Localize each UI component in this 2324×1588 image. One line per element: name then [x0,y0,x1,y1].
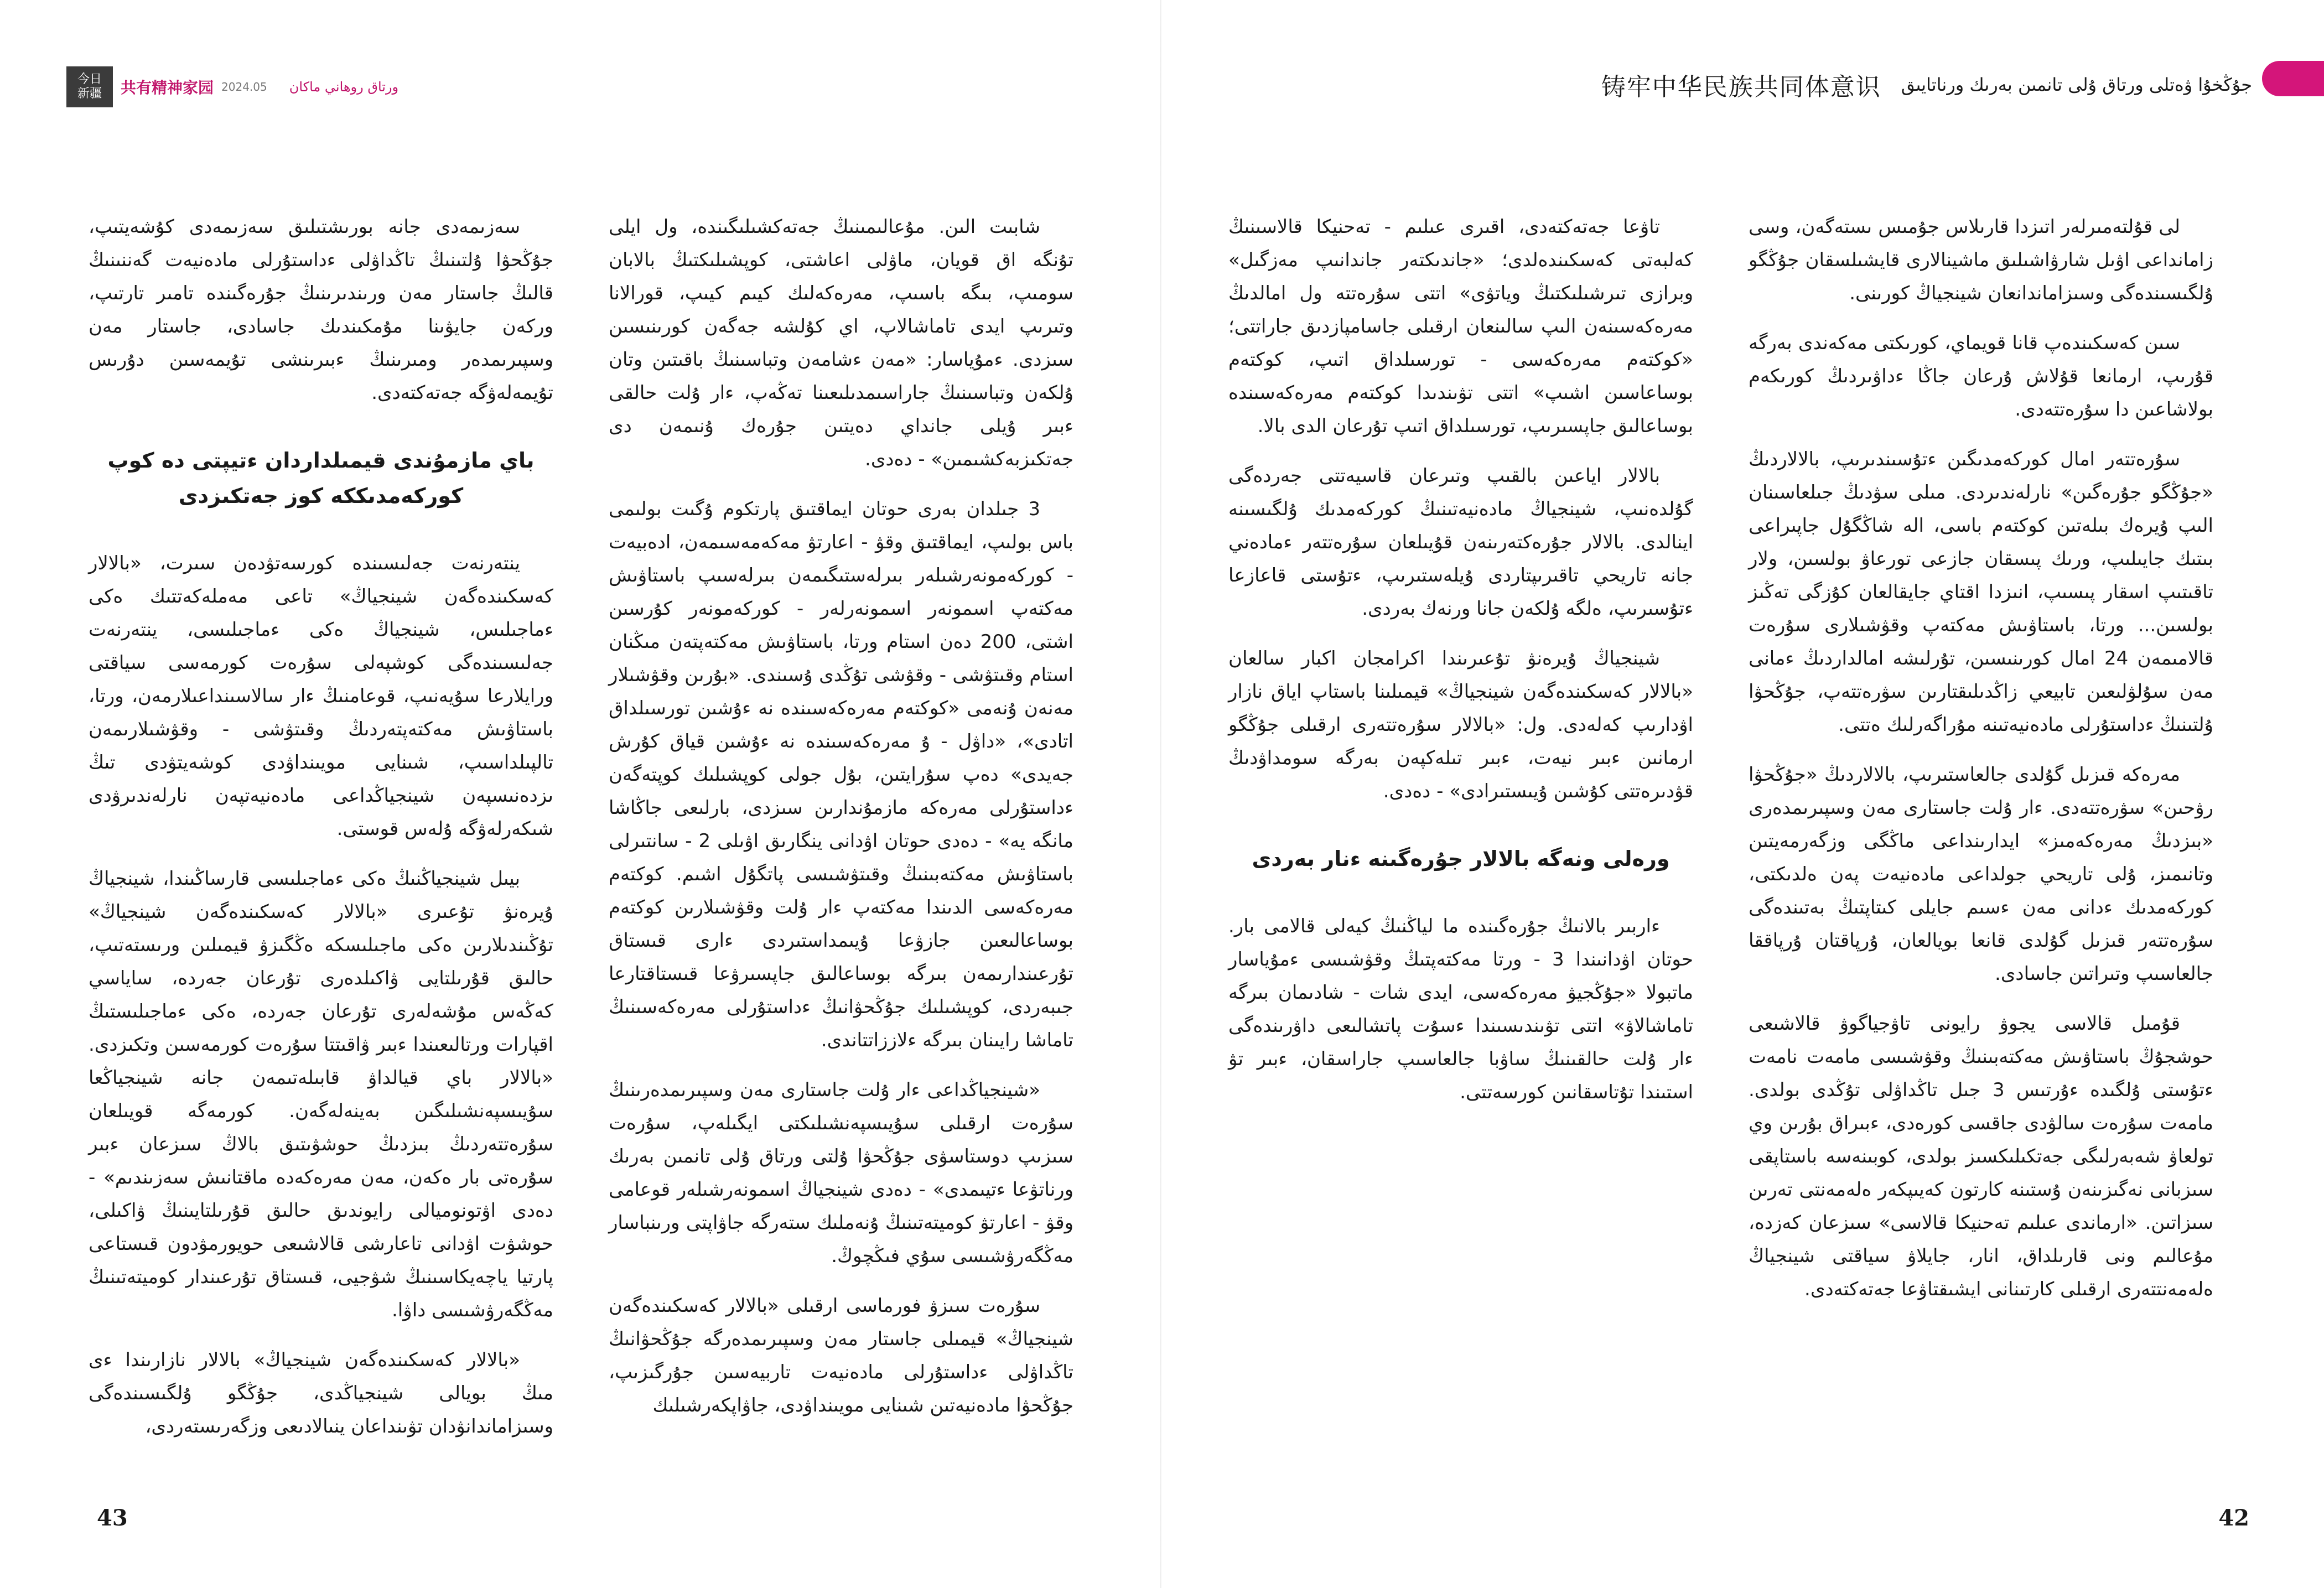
left-page-column-right [609,210,1073,1439]
magazine-section-ug: ورتاق روھاني ماكان [289,79,399,95]
magazine-section-cn: 共有精神家园 [121,79,214,97]
issue-date: 2024.05 [221,80,267,94]
right-page-column-left [1228,210,1693,1125]
paragraph: سۇرەت سىزۋ فورماسى ارقىلى «بالالار كەسكىندەگەن شينجياڭ» قيمىلى جاستار مەن وسپىرىمدەرگە جۇڭحۋانىڭ تاڭداۋلى ءداستۇرلى مادەنيەت تاربيەسىن جۇرگىزىپ، جۇڭحۋا مادەنيەتىن شىنايى مويىنداۋدى، جاۋاپكەرشىلىك [609,1295,1073,1416]
magazine-logo [66,66,113,107]
page-number-right: 42 [2218,1505,2249,1531]
right-page-column-right [1749,210,2213,1322]
section-color-tab [2262,61,2324,96]
paragraph: لى قۇلتەمىرلەر اتىزدا قارىلاس جۇمىس ىستەگەن، وسى زامانداعى اۋىل شارۋاشىلىق ماشينالارى قايشىلسقان جۇڭگو ۇلگىسىندەگى وسىزاماندانعان شينجياڭ كورىنى. [1749,216,2213,304]
paragraph: تاۋعا جەتەكتەدى، اقىرى عىلىم - تەحنيكا قالاسىنىڭ كەلبەتى كەسكىندەلدى؛ «جاندىكتەر جاندانىپ مەزگىل» وبرازى تىرشىلىكتىڭ وياتۋى» اتتى سۇرەتتە ول امالدىڭ مەرەكەسىنەن الىپ سالىنعان ارقىلى جاسامپازدىق جاراتتى؛ «كوكتەم مەرەكەسى - تورسىلداق اتىپ، كوكتەم بوساعاسىن اشىپ» اتتى تۋىندىدا كوكتەم مەرەكەسىندە بوساعالىق جاپسىرىپ، تورسىلداق اتىپ تۇرعان الدى بالا. [1228,216,1693,437]
right-header [1601,65,2252,104]
paragraph: شابىت الىن. مۇعالىمىنىڭ جەتەكشىلىگىندە، ول ايلى تۇنگە اق قويان، ماۋلى اعاشتى، كوپشىلىكتىڭ بالابان سومىپ، بىگە باسىپ، مەرەكەلىك كيىم كيىپ، قورالانا وتىرىپ ايدى تاماشالاپ، اي كۇلشە جەگەن كورىنىسىن سىزدى. ءمۇياسار: «مەن ءشامەن وتباسىنىڭ باقىتىن وتان ۇلكەن وتباسىنىڭ جاراسىمدىلىعىنا تەڭەپ، ءار ۇلت حالقى ءبىر ۇيلى جانداي دەيتىن جۇرەك ۇنىمەن دى جەتكىزبەكشىمىن» - دەدى. [609,216,1073,470]
paragraph: شينجياڭ ۇيرەنۋ تۇعىرىندا اكرامجان اكبار سالعان «بالالار كەسكىندەگەن شينجياڭ» قيمىلىنا باستاپ اياق نازار اۋدارىپ كەلەدى. ول: «بالالار سۇرەتتەرى ارقىلى جۇڭگو ارمانىن ءبىر نيەت، ءبىر تىلەكپەن بەرگە سومداۋدىڭ قۋدىرەتتى كۇشىن ۇيىستىرادى» - دەدى. [1228,647,1693,802]
paragraph: بالالار اياعىن بالقىپ وتىرعان قاسيەتتى جەردەگى گۇلدەنىپ، شينجياڭ مادەنيەتىنىڭ كوركەمدىك ۇلگىسىنە اينالدى. بالالار جۇرەكتەرىنەن قۇيىلعان سۇرەتتەر ءمادەني جانە تاريحي تاقىرىپتاردى ۇيلەستىرىپ، ءتۇستى قاعازعا ءتۇسىرىپ، ەلگە ۇلكەن جانا ورنەك بەردى. [1228,465,1693,620]
section-heading: باي مازمۇندى قيمىلداردان ءتيپتى دە كوپ كوركەمدىككە كوز جەتكىزدى [107,448,535,508]
series-title-ug: جۇڭخۇا ۋەتلى ورتاق ۇلى تانمىن بەرىك ورناتايىق [1901,74,2252,95]
left-header [66,62,398,112]
logo-line2: 新疆 [77,87,102,101]
paragraph: مەرەكە قىزىل گۇلدى جالعاستىرىپ، بالالاردىڭ «جۇڭحۋا رۋحىن» سۋرەتتەدى. ءار ۇلت جاستارى مەن وسپىرىمدەرى «بىزدىڭ مەرەكەمىز» ايدارىنداعى ماڭگى وزگەرمەيتىن وتانىمىز، ۇلى تاريحي جولداعى مادەنيەت پەن ەلدىكتى، كوركەمدىك ءدانى مەن ءسىم جايلى كىتاپتىڭ بەتىندەگى سۇرەتتەر قىزىل گۇلدى قانعا بويالعان، ۇرپاقتان ۇرپاققا جالعاسىپ وتىراتىن جاسادى. [1749,764,2213,985]
paragraph: سەزىمەدى جانە بورىشتىلىق سەزىمەدى كۇشەيتىپ، جۇڭحۋا ۇلتىنىڭ تاڭداۋلى ءداستۇرلى مادەنيەت گەننىنىڭ قالىڭ جاستار مەن ورىندىرىنىڭ جۇرەگىندە تامىر تارتىپ، وركەن جايۋىنا مۇمكىندىك جاسادى، جاستار مەن وسپىرىمدەر ومىرىنىڭ ءبىرىنشى تۇيمەسىن دۇرىس تۇيمەلەۋگە جەتەكتەدى. [89,216,553,404]
section-heading: ورەلى ونەگە بالالار جۇرەگىنە ءنار بەردى [1252,847,1670,871]
paragraph: ينتەرنەت جەلىسىندە كورسەتۋدەن سىرت، «بالالار كەسكىندەگەن شينجياڭ» تاعى مەملەكەتتىك ەكى ءماجىلىس، شينجياڭ ەكى ءماجىلىسى، ينتەرنەت جەلىسىندەگى كوشپەلى سۇرەت كورمەسى سياقتى ورايلارعا سۇيەنىپ، قوعامنىڭ ءار سالاسىنداعىلارمەن، ورتا، باستاۋىش مەكتەپتەردىڭ وقىتۋشى - وقۋشىلارىمەن تالپىلداسىپ، شىنايى مويىنداۋدى كوشەيتۋدى تىڭ ىزدەنىسپەن شينجياڭداعى مادەنيەتپەن نارلەندىرۋدى شىكەرلەۋگە ۇلەس قوستى. [89,552,553,840]
paragraph: سۇرەتتەر امال كوركەمدىگىن ءتۇسىندىرىپ، بالالاردىڭ «جۇڭگو جۇرەگىن» نارلەندىردى. مىلى سۋدىڭ جىلعاسىنان الىپ ۇيرەك بىلەتىن كوكتەم باسى، الە شاڭگۇل جاپىراعى بىتىك جايىلىپ، ورىك پىسقان جازعى تورعاۋ بولسىن، ولار تاقىتىپ اسقار پىسىپ، انىزدا اقتاي جايقالعان كۇزگى تەڭىز بولسىن... ورتا، باستاۋىش مەكتەپ وقۋشىلارى سۇرەت قالامىمەن 24 امال كورىنىسىن، تۇرلىشە امالداردىڭ ءمانى مەن سۇلۋلىعىن تابيعي زاڭدىلىقتارىن سۋرەتتەپ، جۇڭحۋا ۇلتىنىڭ ءداستۇرلى مادەنيەتىنە مۇراگەرلىك ەتتى. [1749,448,2213,736]
series-title-cn: 铸牢中华民族共同体意识 [1601,73,1881,101]
paragraph: 3 جىلدان بەرى حوتان ايماقتىق پارتكوم ۇگىت بولىمى باس بولىپ، ايماقتىق وقۋ - اعارتۋ مەكەمەسىمەن، ادەبيەت - كوركەمونەرشىلەر بىرلەستىگىمەن بىرلەسىپ باستاۋىش مەكتەپ اسمونەر اسمونەرلەر - كوركەمونەر كۇرسىن اشتى، 200 دەن استام ورتا، باستاۋىش مەكتەپتەن مىڭنان استام وقىتۋشى - وقۋشى تۇڭدى ۇسىندى. «بۇرىن وقۋشىلار مەنەن ۇنەمى «كوكتەم مەرەكەسىندە نە ءۇشىن تورسىلداق اتادى»، «داۋل - ۇ مەرەكەسىندە نە ءۇشىن قياق كۇرش جەيدى» دەپ سۇرايتىن، بۇل جولى كوپشىلىك كوپتەگەن ءداستۇرلى مەرەكە مازمۇندارىن سىزدى، بارلىعى جاڭاشا مانگە يە» - دەدى حوتان اۋدانى ينگارىق اۋىلى 2 - سانتىرلى باستاۋىش مەكتەبىنىڭ وقىتۋشىسى پاتگۇل اشىم. كوكتەم مەرەكەسى الدىندا مەكتەپ ءار ۇلت وقۋشىلارىن كوكتەم بوساعالىعىن جازۋعا ۇيىمداستىردى ءارى قىستاق تۇرعىندارىمەن بىرگە بوساعالىق جاپسىرۋعا قىستاقتارعا جىبەردى، كوپشىلىك جۇڭحۋانىڭ ءداستۇرلى مەرەكەسىنىڭ تاماشا رايىنان بىرگە ءلاززاتتاندى. [609,498,1073,1051]
paragraph: «شينجياڭداعى ءار ۇلت جاستارى مەن وسپىرىمدەرىنىڭ سۇرەت ارقىلى سۇيىسپەنشىلىكتى ايگىلەپ، سۇرەت سىزىپ دوستاسۋى جۇڭحۋا ۇلتى ورتاق ۇلى تانمىن بەرىك ورناتۋعا ءتيىمدى» - دەدى شينجياڭ اسمونەرشىلەر قوعامى وقۋ - اعارتۋ كوميتەتىنىڭ ۇنەملىك ستەرگە جاۋاپتى ورىنباسار مەڭگەرۋشىسى سۇي فىڭچوڭ. [609,1079,1073,1267]
paragraph: قۇمىل قالاسى يجوۋ رايونى تاۋجياگوۋ قالاشىعى حوشجۇڭ باستاۋىش مەكتەبىنىڭ وقۋشىسى مامەت نامەت ءتۇستى ۇلگىدە ءۇرتىس 3 جىل تاڭداۋلى تۇڭدى بولدى. مامەت سۇرەت سالۋدى جاقسى كورەدى، ءبىراق بۇرىن وي تولعاۋ شەبەرلىگى جەتكىلىكسىز بولدى، كوبىنەسە باستاپقى سىزبانى نەگىزىنەن ۇستىنە كارتون كەيىپكەر ەلەمەنتى تەرىن سىزاتىن. «ارماندى عىلىم تەحنيكا قالاسى» سىزعان كەزدە، مۇعالىم ونى قارىلداق، انار، جايلاۋ سياقتى شينجياڭ ەلەمەنتتەرى ارقىلى كارتىنانى ايشىقتاۋعا جەتەكتەدى. [1749,1013,2213,1300]
page-number-left: 43 [97,1505,128,1531]
paragraph: ءاربىر بالانىڭ جۇرەگىندە ما لياڭنىڭ كيەلى قالامى بار. حوتان اۋدانىندا 3 - ورتا مەكتەپتىڭ وقۋشىسى ءمۇياسار ماتبولا «جۇڭجيۋ مەرەكەسى، ايدى شات - شادىمان بىرگە تاماشالاۋ» اتتى تۋىندىسىندا ءسۇت پاتشالىعى داۋرىندەگى ءار ۇلت حالقىنىڭ ساۋبا جالعاسىپ جاراسقان، ءبىر تۋ استىندا تۇتاسقانىن كورسەتتى. [1228,915,1693,1103]
logo-line1: 今日 [77,72,102,86]
paragraph: بيىل شينجياڭنىڭ ەكى ءماجىلىسى قارساڭىندا، شينجياڭ ۇيرەنۋ تۇعىرى «بالالار كەسكىندەگەن شينجياڭ» تۇڭىندىلارىن ەكى ماجىلىسكە ەڭگىزۋ قيمىلىن ورىستەتىپ، حالىق قۇرىلتايى ۋاكىلدەرى تۇرعان جەردە، ساياسي كەڭەس مۇشەلەرى تۇرعان جەردە، ەكى ءماجىلىستىڭ اقپارات ورتالىعىندا ءبىر ۋاقىتتا سۇرەت كورمەسىن وتكىزدى. «بالالار باي قيالداۋ قابىلەتىمەن جانە شينجياڭعا سۇيىسپەنشىلىگىن بەينەلەگەن. كورمەگە قويىلعان سۇرەتتەردىڭ بىزدىڭ حوشۋىتىق بالاڭ سىزعان ءبىر سۇرەتى بار ەكەن، مەن مەرەكەدە ماقتانىش سەزىندىم» - دەدى اۋتونوميالى رايوندىق حالىق قۇرىلتايىنىڭ ۋاكىلى، حوشۋت اۋدانى تاعارشى قالاشىعى حويورمۋدون قىستاعى پارتيا ياچەيكاسىنىڭ شۋجيى، قىستاق تۇرعىندار كوميتەتىنىڭ مەڭگەرۋشىسى داۋا. [89,868,553,1321]
paragraph: «بالالار كەسكىندەگەن شينجياڭ» بالالار نازارىندا ءى مىڭ بويالى شينجياڭدى، جۇڭگو ۇلگىسىندەگى وسىزاماندانۋدان تۋىنداعان ينىالادىعى وزگەرىستەردى، [89,1349,553,1437]
right-page [1162,0,2324,1588]
paragraph: سىن كەسكىندەپ قانا قويماي، كورىكتى مەكەندى بەرگە قۇرىپ، ارمانعا قۇلاش ۇرعان جاڭا ءداۋىردىڭ كورىكەم بولاشاعىن دا سۇرەتتەدى. [1749,332,2213,421]
left-page-column-left [89,210,553,1460]
